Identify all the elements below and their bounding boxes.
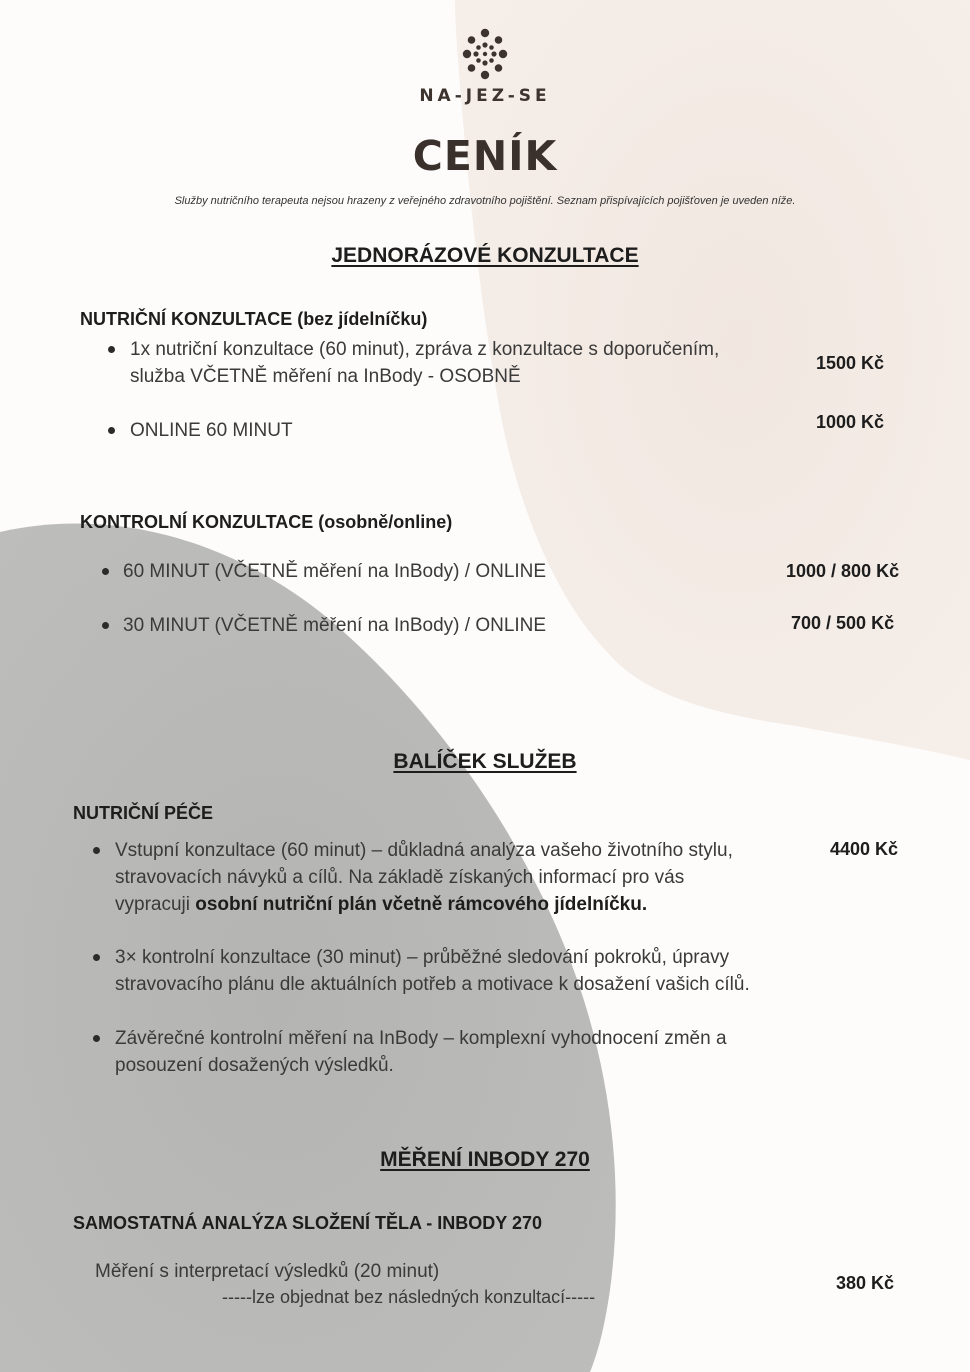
bullet-icon: [93, 1035, 100, 1042]
inbody-description: Měření s interpretací výsledků (20 minut): [95, 1261, 440, 1282]
dotted-flower-icon: [455, 28, 515, 80]
inbody-note: -----lze objednat bez následných konzultací-----: [222, 1287, 596, 1307]
bullet-icon: [93, 847, 100, 854]
item-text: vypracuji: [115, 894, 196, 915]
item-text-bold: osobní nutriční plán včetně rámcového jídelníčku.: [195, 894, 648, 915]
inbody-analysis-heading: SAMOSTATNÁ ANALÝZA SLOŽENÍ TĚLA - INBODY 270: [73, 1213, 543, 1233]
item-line: stravovacích návyků a cílů. Na základě získaných informací pro vás: [115, 867, 685, 888]
price: 700 / 500 Kč: [791, 613, 895, 633]
item-line: stravovacího plánu dle aktuálních potřeb a motivace k dosažení vašich cílů.: [115, 974, 750, 995]
bullet-icon: [108, 427, 115, 434]
price: 380 Kč: [836, 1273, 895, 1293]
item-line: 1x nutriční konzultace (60 minut), zpráva z konzultace s doporučením,: [130, 339, 720, 360]
price: 1000 / 800 Kč: [786, 561, 900, 581]
item-line: ONLINE 60 MINUT: [130, 420, 293, 441]
bullet-icon: [108, 346, 115, 353]
item-line: 60 MINUT (VČETNĚ měření na InBody) / ONLINE: [123, 561, 547, 582]
item-line: [115, 891, 647, 918]
nutrition-consult-heading: NUTRIČNÍ KONZULTACE (bez jídelníčku): [80, 309, 428, 329]
item-line: služba VČETNĚ měření na InBody - OSOBNĚ: [130, 366, 521, 387]
price: 1500 Kč: [816, 353, 885, 373]
price: 1000 Kč: [816, 412, 885, 432]
item-line: Vstupní konzultace (60 minut) – důkladná analýza vašeho životního stylu,: [115, 840, 733, 861]
item-line: posouzení dosažených výsledků.: [115, 1055, 394, 1076]
bullet-icon: [102, 622, 109, 629]
item-line: Závěrečné kontrolní měření na InBody – komplexní vyhodnocení změn a: [115, 1028, 727, 1049]
section-title-one-time: JEDNORÁZOVÉ KONZULTACE: [331, 244, 639, 267]
section-title-inbody: MĚŘENÍ INBODY 270: [380, 1148, 590, 1171]
follow-up-consult-heading: KONTROLNÍ KONZULTACE (osobně/online): [80, 512, 453, 532]
bullet-icon: [102, 568, 109, 575]
section-title-package: BALÍČEK SLUŽEB: [393, 750, 577, 773]
item-line: 3× kontrolní konzultace (30 minut) – průběžné sledování pokroků, úpravy: [115, 947, 730, 968]
item-line: 30 MINUT (VČETNĚ měření na InBody) / ONLINE: [123, 615, 547, 636]
bullet-icon: [93, 954, 100, 961]
price: 4400 Kč: [830, 839, 899, 859]
insurance-note: Služby nutričního terapeuta nejsou hrazeny z veřejného zdravotního pojištění. Seznam přispívajících pojišťoven je uveden níže.: [174, 195, 796, 207]
nutrition-care-heading: NUTRIČNÍ PÉČE: [73, 803, 214, 823]
brand-name: NA-JEZ-SE: [419, 86, 551, 106]
page-title: CENÍK: [412, 132, 558, 180]
